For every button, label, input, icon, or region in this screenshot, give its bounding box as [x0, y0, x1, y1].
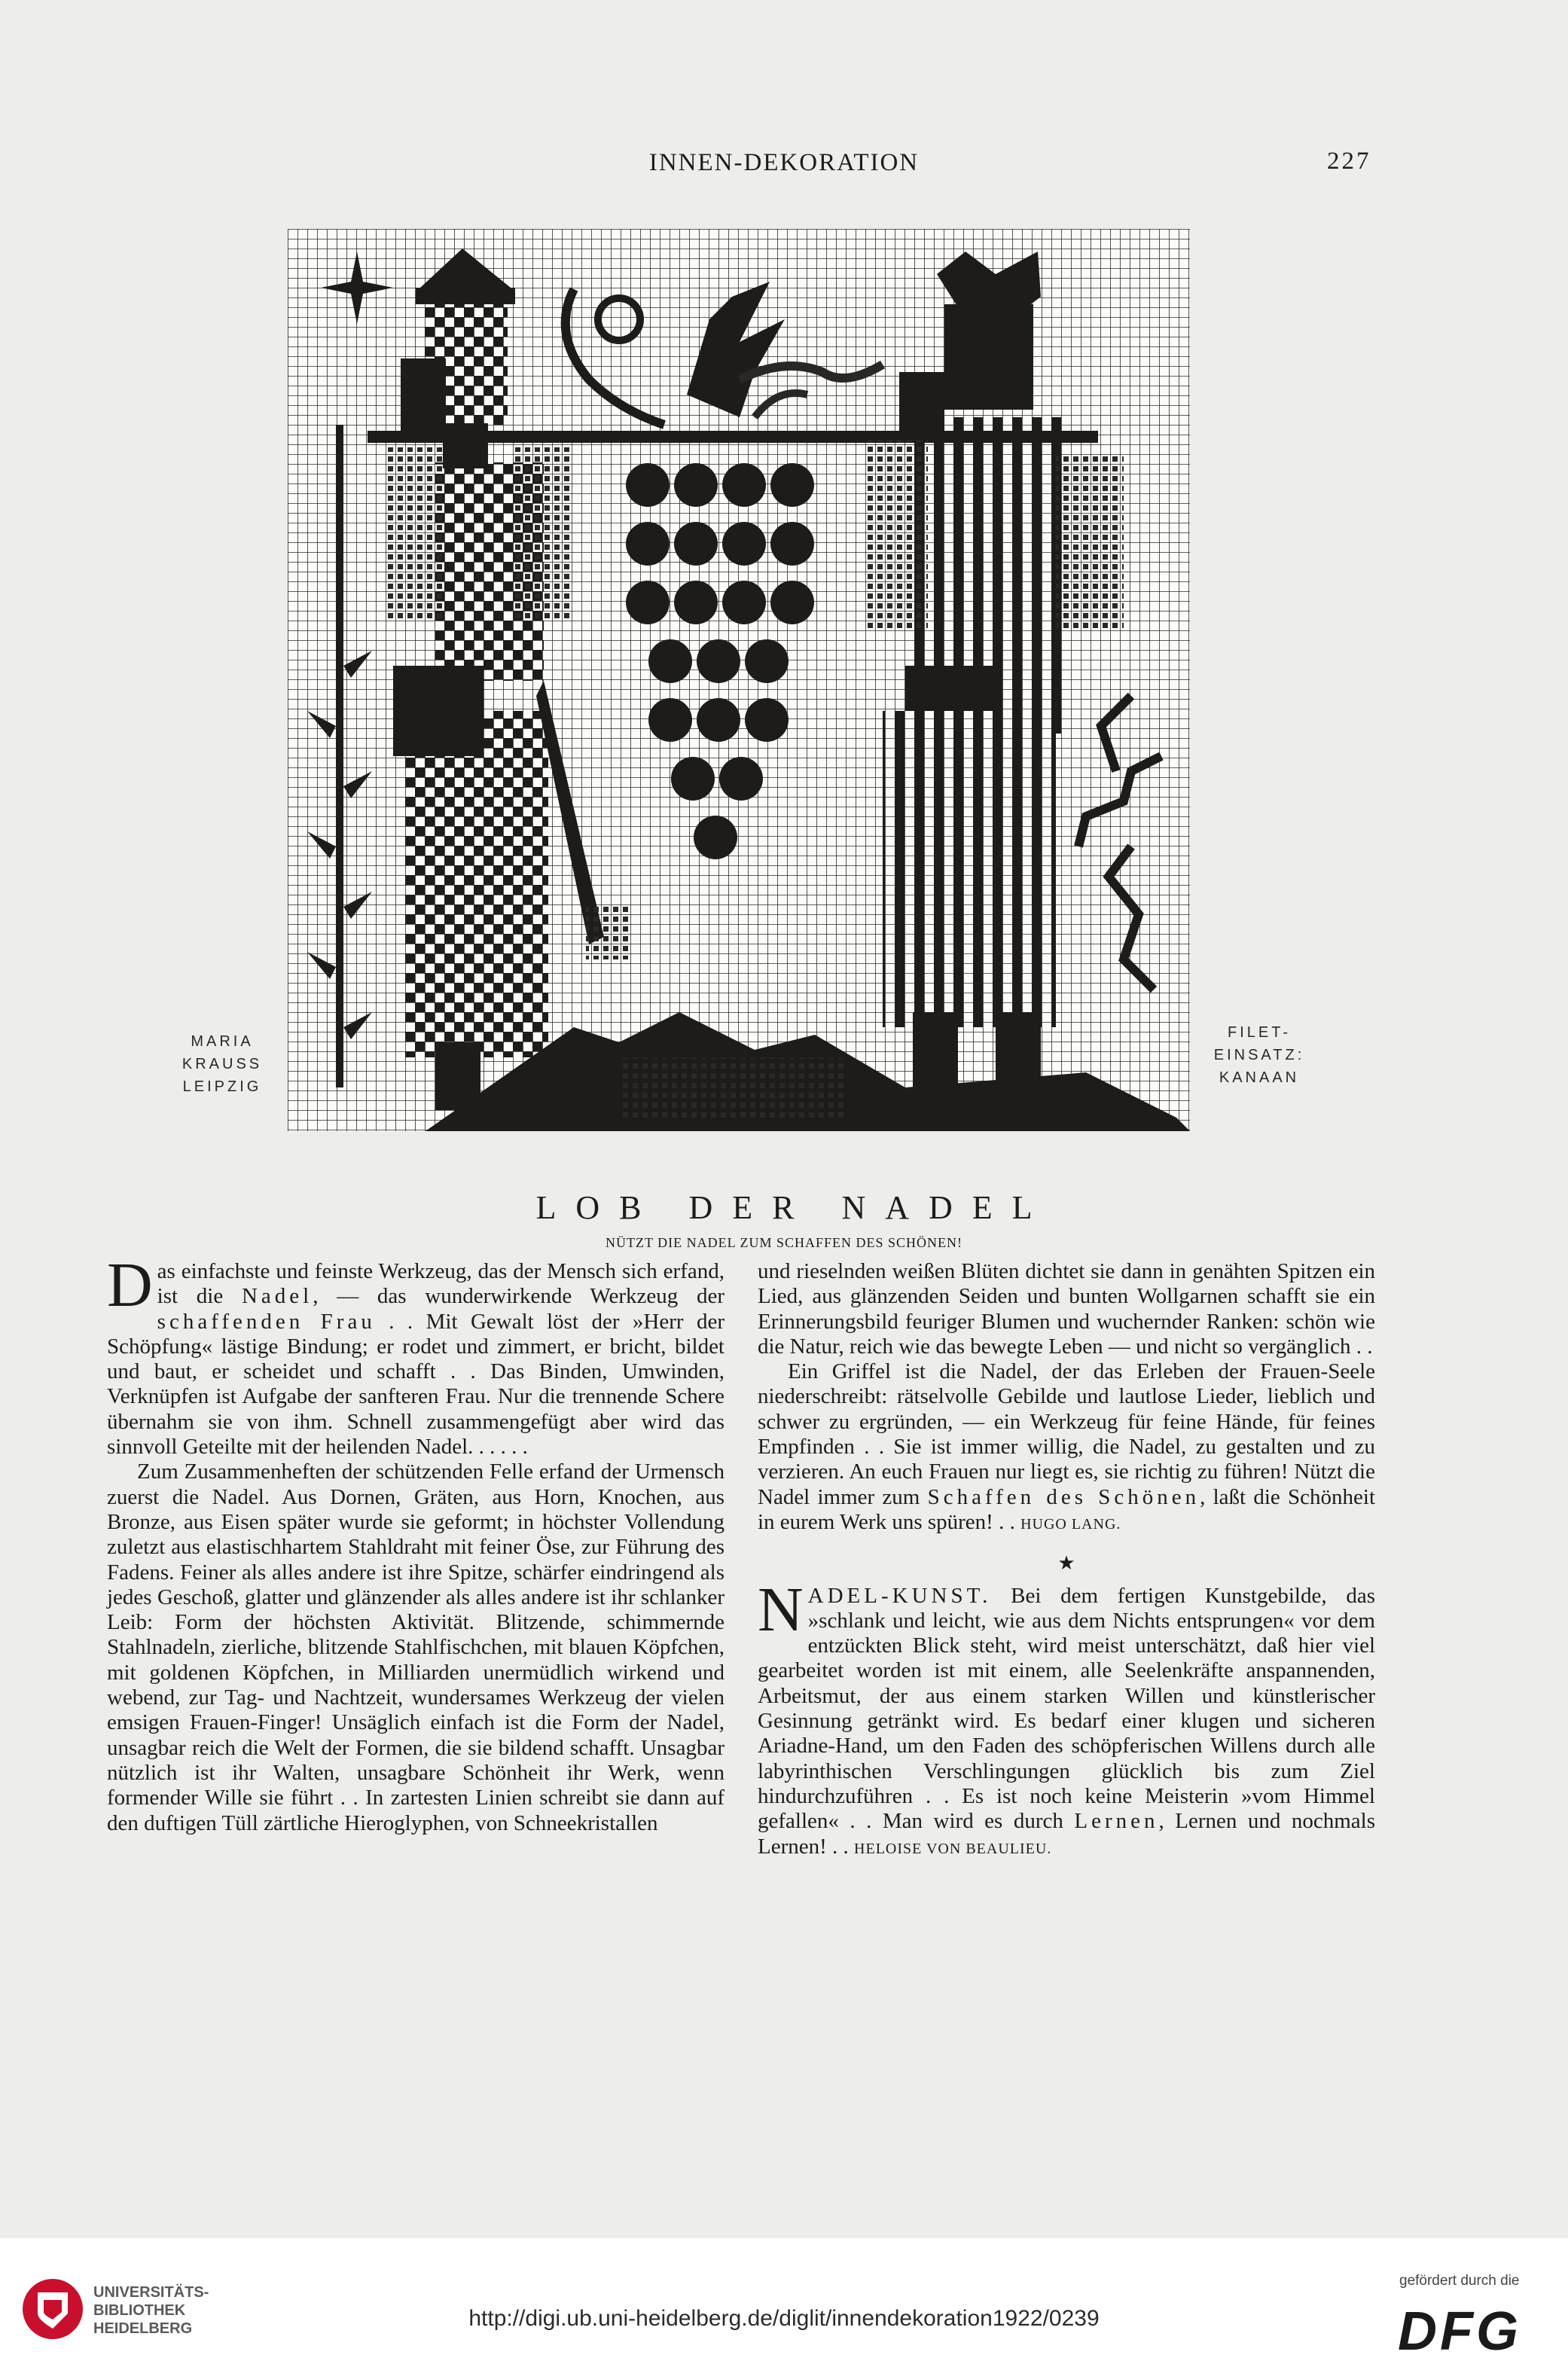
- source-url-link[interactable]: http://digi.ub.uni-heidelberg.de/diglit/innendekoration1922/0239: [468, 2306, 1100, 2331]
- figure-credit-caption: FILET- EINSATZ: KANAAN: [1213, 1024, 1305, 1086]
- filet-lace-illustration: [288, 229, 1190, 1131]
- author-hugo-lang: HUGO LANG.: [1020, 1515, 1121, 1533]
- text-column-left: [107, 1250, 725, 1836]
- funded-by-label: gefördert durch die: [1399, 2273, 1520, 2289]
- institution-name: UNIVERSITÄTS- BIBLIOTHEK HEIDELBERG: [93, 2284, 209, 2337]
- paragraph-3: und rieselnden weißen Blüten dichtet sie dann in genähten Spitzen ein Lied, aus glänzenden Seiden und bunten Wollgarnen schafft sie ein Erinnerungsbild feuriger Blumen und wuchernder Ranken: schön wie die Natur, reich wie das bewegte Leben — und nicht so vergänglich . .: [758, 1259, 1375, 1359]
- filet-figure-canvas: [288, 229, 1190, 1131]
- paragraph-4: Ein Griffel ist die Nadel, der das Erleben der Frauen-Seele niederschreibt: rätselvolle Gebilde und lautlose Lieder, lieblich und schwer zu ergründen, — ein Werkzeug für feine Hände, für feines Empfinden . . Sie ist immer willig, die Nadel, zu gestalten und zu verzieren. An euch Frauen nur liegt es, sie richtig zu führen! Nützt die Nadel immer zum Schaffen des Schönen, laßt die Schönheit in eurem Werk uns spüren! . . HUGO LANG.: [758, 1359, 1376, 1534]
- text-column-right: [758, 1259, 1375, 1862]
- author-heloise: HELOISE VON BEAULIEU.: [854, 1840, 1052, 1857]
- digitization-footer: [0, 2238, 1568, 2370]
- paragraph-5: NADEL-KUNST. Bei dem fertigen Kunstgebilde, das »schlank und leicht, wie aus dem Nichts entsprungen« vor dem entzückten Blick steht, wird meist unterschätzt, daß hier viel gearbeitet worden ist mit einem, alle Seelenkräfte anspannenden, Arbeitsmut, der aus einem starken Willen und künstlerischer Gesinnung getränkt wird. Es bedarf einer klugen und sicheren Ariadne-Hand, um den Faden des schöpferischen Willens durch alle labyrinthischen Verschlingungen glücklich bis zum Ziel hindurchzuführen . . Es ist noch keine Meisterin »vom Himmel gefallen« . . Man wird es durch Lernen, Lernen und nochmals Lernen! . . HELOISE VON BEAULIEU.: [758, 1574, 1375, 1859]
- paragraph-1: Das einfachste und feinste Werkzeug, das der Mensch sich erfand, ist die Nadel, — das wunderwirkende Werkzeug der schaffenden Frau . . Mit Gewalt löst der »Herr der Schöpfung« lästige Bindung; er rodet und zimmert, er bricht, bildet und baut, er scheidet und schafft . . Das Binden, Umwinden, Verknüpfen ist Aufgabe der sanfteren Frau. Nur die trennende Schere übernahm sie von ihm. Schnell zusammengefügt aber wird das sinnvoll Geteilte mit der heilenden Nadel. . . . . .: [107, 1250, 725, 1460]
- article-subtitle: NÜTZT DIE NADEL ZUM SCHAFFEN DES SCHÖNEN!: [605, 1235, 962, 1250]
- separator-star: ★: [1057, 1552, 1075, 1575]
- page-header-title: INNEN-DEKORATION: [648, 149, 920, 176]
- figure-credit-artist: MARIA KRAUSS LEIPZIG: [182, 1033, 263, 1095]
- article-title: LOB DER NADEL: [535, 1189, 1052, 1226]
- dfg-logo: DFG: [1398, 2301, 1521, 2362]
- paragraph-2: Zum Zusammenheften der schützenden Felle erfand der Urmensch zuerst die Nadel. Aus Dornen, Gräten, aus Horn, Knochen, aus Bronze, aus Eisen später wurde sie geformt; in höchster Vollendung zuletzt aus elastischhartem Stahldraht mit feiner Öse, zur Führung des Fadens. Feiner als alles andere ist ihre Spitze, schärfer eindringend als jedes Geschoß, glatter und glänzender als alles andere ist ihr schlanker Leib: Form der höchsten Aktivität. Blitzende, schimmernde Stahlnadeln, zierliche, blitzende Stahlfischchen, mit blauen Köpfchen, mit goldenen Köpfchen, in Milliarden unermüdlich wirkend und webend, zur Tag- und Nachtzeit, wundersames Werkzeug der vielen emsigen Frauen-Finger! Unsäglich einfach ist die Form der Nadel, unsagbar reich die Welt der Formen, die sie bildend schafft. Unsagbar nützlich ist ihr Walten, unsagbare Schönheit ihr Werk, wenn formender Wille sie führt . . In zartesten Linien schreibt sie dann auf den duftigen Tüll zärtliche Hieroglyphen, von Schneekristallen: [107, 1460, 725, 1835]
- page-number: 227: [1327, 148, 1371, 175]
- drop-cap: N: [758, 1574, 804, 1645]
- drop-cap: D: [107, 1250, 153, 1320]
